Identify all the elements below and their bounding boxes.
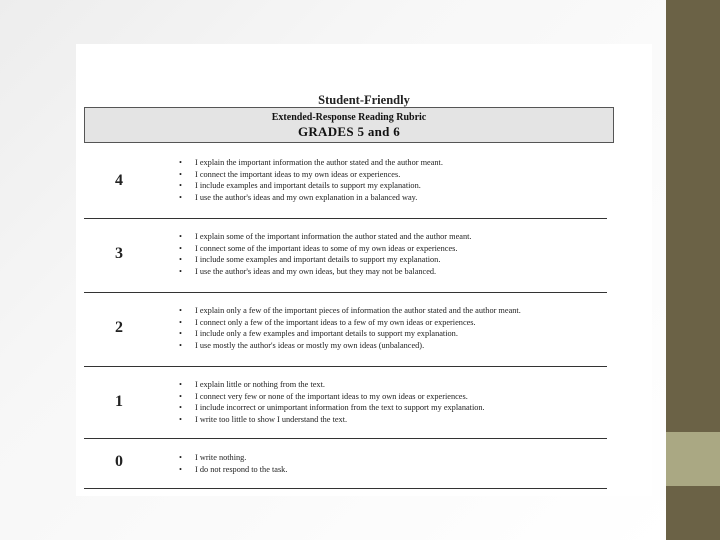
score-label: 3 bbox=[115, 245, 123, 262]
criterion: • I connect very few or none of the important ideas to my own ideas or experiences. bbox=[179, 391, 485, 403]
criterion: • I include only a few examples and important details to support my explanation. bbox=[179, 328, 521, 340]
rubric-header-box bbox=[84, 107, 614, 143]
score-label: 0 bbox=[115, 453, 123, 470]
score-label: 1 bbox=[115, 393, 123, 410]
rubric-title: Extended-Response Reading Rubric bbox=[271, 112, 427, 123]
criterion: • I explain little or nothing from the text. bbox=[179, 379, 485, 391]
criterion: • I explain the important information the author stated and the author meant. bbox=[179, 157, 443, 169]
right-accent-block bbox=[666, 432, 720, 486]
criterion: • I include some examples and important details to support my explanation. bbox=[179, 254, 471, 266]
criterion: • I use the author's ideas and my own ideas, but they may not be balanced. bbox=[179, 266, 471, 278]
criterion: • I connect the important ideas to my own ideas or experiences. bbox=[179, 169, 443, 181]
rubric-row-0 bbox=[84, 439, 607, 489]
criterion: • I do not respond to the task. bbox=[179, 464, 287, 476]
criteria-list bbox=[179, 379, 485, 425]
document-title: Student-Friendly bbox=[318, 93, 410, 107]
grades-label: GRADES 5 and 6 bbox=[297, 124, 401, 139]
criterion: • I include examples and important details to support my explanation. bbox=[179, 180, 443, 192]
score-label: 2 bbox=[115, 319, 123, 336]
criterion: • I use the author's ideas and my own explanation in a balanced way. bbox=[179, 192, 443, 204]
rubric-row-3 bbox=[84, 219, 607, 293]
rubric-row-1 bbox=[84, 367, 607, 439]
criterion: • I explain some of the important information the author stated and the author meant. bbox=[179, 231, 471, 243]
rubric-row-4 bbox=[84, 145, 607, 219]
criterion: • I write nothing. bbox=[179, 452, 287, 464]
criteria-list bbox=[179, 305, 521, 351]
criteria-list bbox=[179, 157, 443, 203]
criterion: • I connect only a few of the important ideas to a few of my own ideas or experiences. bbox=[179, 317, 521, 329]
rubric-row-2 bbox=[84, 293, 607, 367]
criterion: • I write too little to show I understand the text. bbox=[179, 414, 485, 426]
score-label: 4 bbox=[115, 172, 123, 189]
criteria-list bbox=[179, 452, 287, 475]
rubric-document bbox=[76, 44, 652, 496]
criterion: • I explain only a few of the important pieces of information the author stated and the author meant. bbox=[179, 305, 521, 317]
criterion: • I use mostly the author's ideas or mostly my own ideas (unbalanced). bbox=[179, 340, 521, 352]
criterion: • I include incorrect or unimportant information from the text to support my explanation. bbox=[179, 402, 485, 414]
criteria-list bbox=[179, 231, 471, 277]
criterion: • I connect some of the important ideas to some of my own ideas or experiences. bbox=[179, 243, 471, 255]
